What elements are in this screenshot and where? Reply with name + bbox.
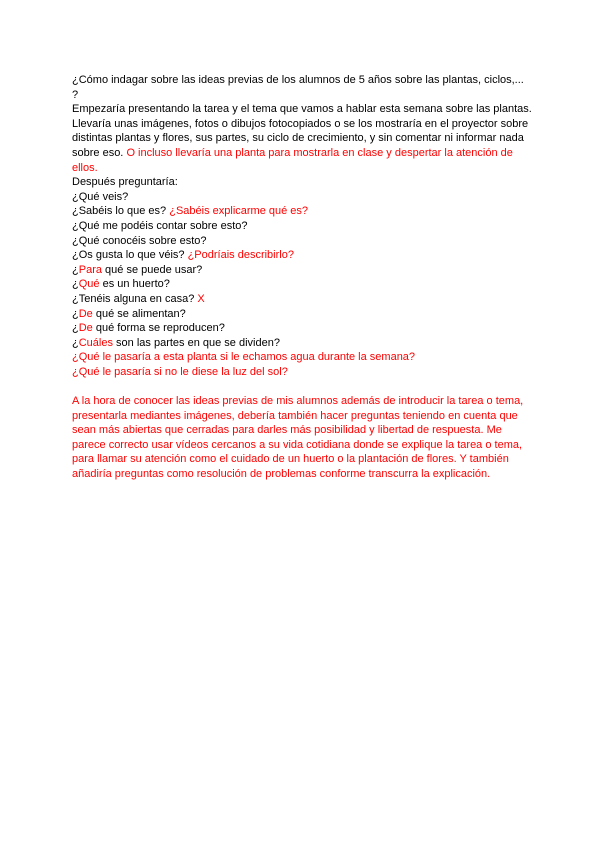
question-prefix: ¿ [72, 307, 79, 320]
document-page [72, 73, 532, 482]
question-item-1: ¿Qué veis? [72, 190, 129, 203]
question-item-11 [72, 336, 532, 351]
question-text: ¿Sabéis lo que es? [72, 205, 167, 218]
question-prefix: ¿ [72, 336, 79, 349]
intro-images: Llevaría unas imágenes, fotos o dibujos fotocopiados o se los mostraría en el proyector sobre distintas plantas y flores, sus partes, su ciclo de crecimiento, y sin comentar ni informar nada sobre eso. [72, 117, 529, 159]
conclusion-paragraph: A la hora de conocer las ideas previas de mis alumnos además de introducir la tarea o tema, presentarla mediantes imágenes, debería también hacer preguntas teniendo en cuenta que sean más abiertas que cerradas para darles más posibilidad y libertad de respuesta. Me parece correcto usar vídeos cercanos a su vida cotidiana donde se explique la tarea o tema, para llamar su atención como el cuidado de un huerto o la plantación de flores. Y también añadiría preguntas como resolución de problemas conforme transcurra la explicación. [72, 395, 524, 481]
question-item-2 [72, 204, 532, 219]
question-correction: ¿Podríais describirlo? [187, 249, 294, 262]
intro-images-addition: O incluso llevaría una planta para mostrarla en clase y despertar la atención de ellos. [72, 146, 513, 174]
question-list [72, 190, 532, 380]
question-item-5 [72, 248, 532, 263]
question-item-6 [72, 263, 532, 278]
question-mark: X [197, 292, 205, 305]
question-correction: Cuáles [78, 336, 113, 349]
question-rest: qué forma se reproducen? [95, 322, 225, 335]
question-item-4: ¿Qué conocéis sobre esto? [72, 234, 207, 247]
intro-then-ask: Después preguntaría: [72, 176, 178, 189]
question-item-12: ¿Qué le pasaría a esta planta si le echamos agua durante la semana? [72, 351, 416, 364]
question-text: ¿Tenéis alguna en casa? [72, 292, 195, 305]
question-item-10 [72, 321, 532, 336]
question-prefix: ¿ [72, 322, 79, 335]
question-item-13: ¿Qué le pasaría si no le diese la luz del sol? [72, 365, 288, 378]
intro-images-paragraph [72, 117, 532, 175]
question-correction: De [78, 307, 93, 320]
question-rest: qué se alimentan? [95, 307, 186, 320]
question-item-9 [72, 307, 532, 322]
question-correction: Para [78, 263, 102, 276]
question-correction: De [78, 322, 93, 335]
intro-question: ¿Cómo indagar sobre las ideas previas de los alumnos de 5 años sobre las plantas, ciclos,... ? [72, 74, 524, 101]
intro-start: Empezaría presentando la tarea y el tema que vamos a hablar esta semana sobre las plantas. [72, 103, 532, 116]
paragraph-spacer [72, 379, 532, 394]
question-text: ¿Os gusta lo que véis? [72, 249, 185, 262]
question-rest: qué se puede usar? [105, 263, 203, 276]
question-rest: es un huerto? [102, 278, 170, 291]
question-correction: Qué [78, 278, 100, 291]
question-item-3: ¿Qué me podéis contar sobre esto? [72, 219, 248, 232]
question-rest: son las partes en que se dividen? [116, 336, 280, 349]
question-item-7 [72, 277, 532, 292]
question-prefix: ¿ [72, 263, 79, 276]
question-correction: ¿Sabéis explicarme qué es? [169, 205, 309, 218]
question-prefix: ¿ [72, 278, 79, 291]
question-item-8 [72, 292, 532, 307]
